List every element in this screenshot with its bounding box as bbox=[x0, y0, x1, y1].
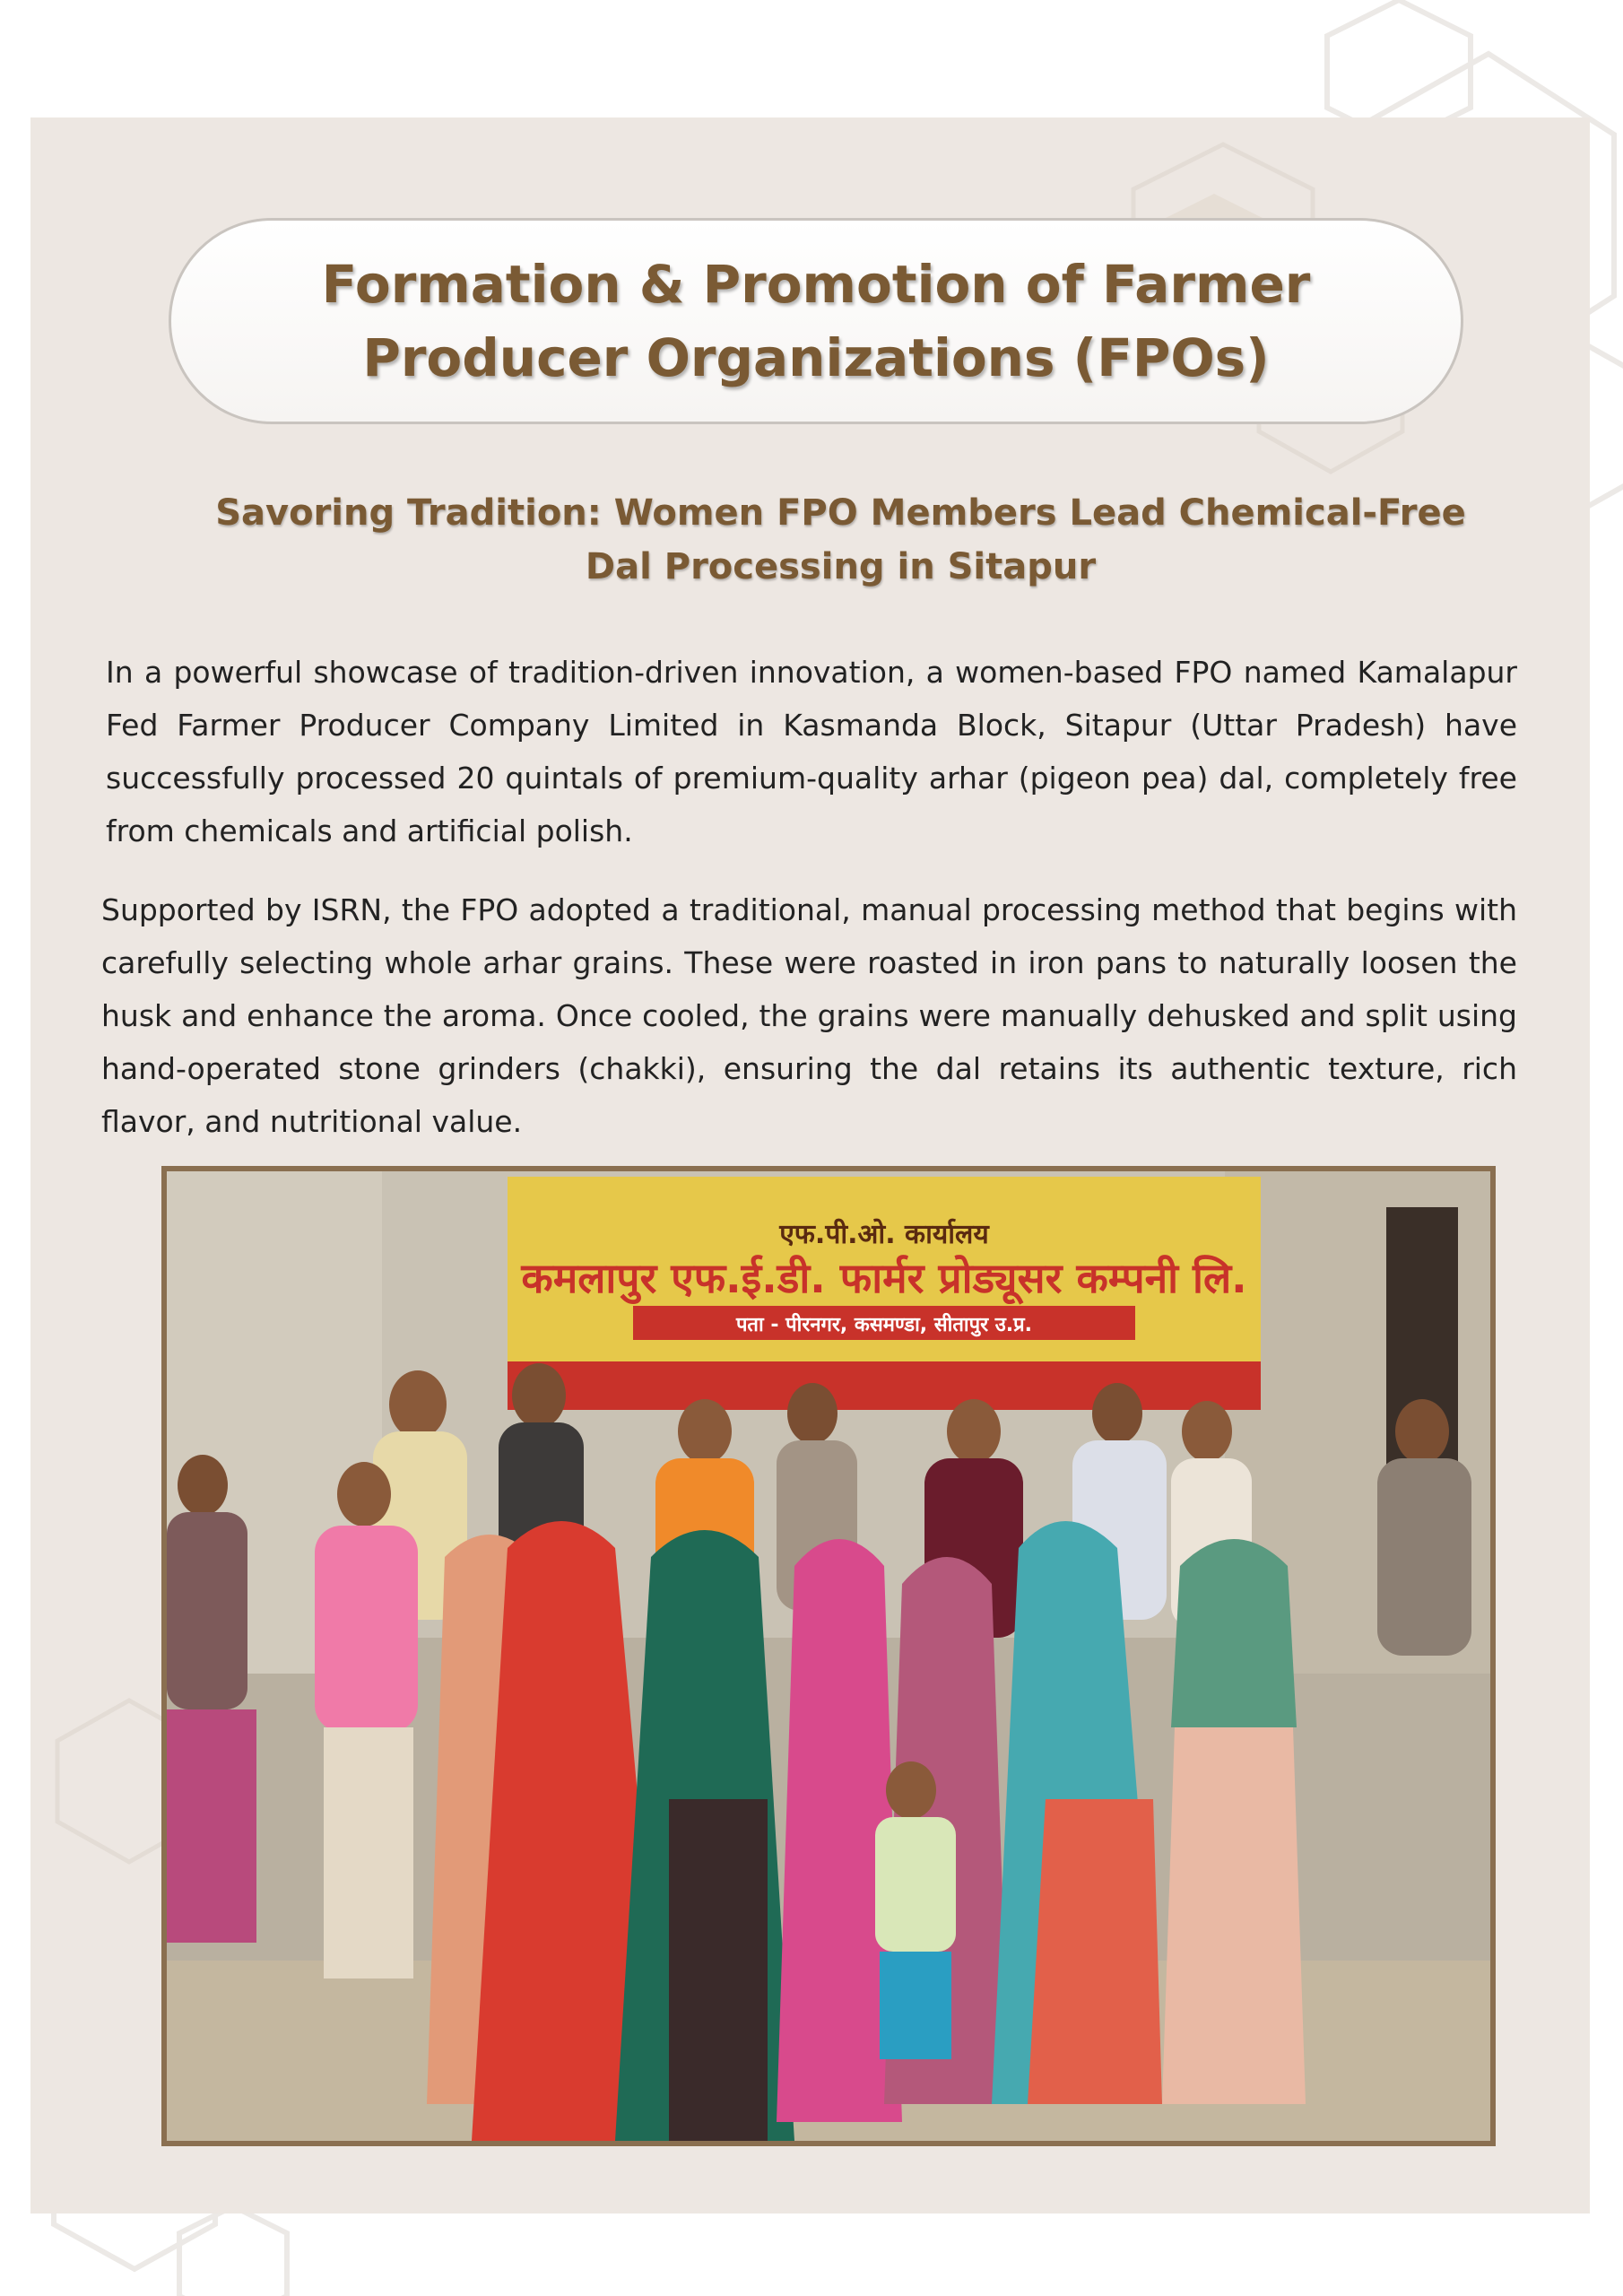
group-photo-illustration bbox=[167, 1171, 1490, 2141]
article-subtitle: Savoring Tradition: Women FPO Members Lead Chemical-Free Dal Processing in Sitapur bbox=[215, 492, 1466, 587]
fpo-office-banner bbox=[508, 1177, 1261, 1410]
banner-line-2: कमलापुर एफ.ई.डी. फार्मर प्रोड्यूसर कम्पनी लि. bbox=[521, 1254, 1247, 1302]
banner-line-3: पता - पीरनगर, कसमण्डा, सीतापुर उ.प्र. bbox=[735, 1314, 1033, 1336]
page-title: Formation & Promotion of Farmer Producer Organizations (FPOs) bbox=[321, 254, 1311, 388]
paragraph-intro: In a powerful showcase of tradition-driven innovation, a women-based FPO named Kamalapur Fed Farmer Producer Company Limited in Kasmanda Block, Sitapur (Uttar Pradesh) have successfully processed 20 quintals of premium-quality arhar (pigeon pea) dal, completely free from chemicals and artificial polish. bbox=[106, 655, 1517, 848]
banner-line-1: एफ.पी.ओ. कार्यालय bbox=[779, 1219, 989, 1250]
title-banner bbox=[169, 218, 1463, 424]
group-photo bbox=[161, 1166, 1496, 2146]
paragraph-process: Supported by ISRN, the FPO adopted a traditional, manual processing method that begins with carefully selecting whole arhar grains. These were roasted in iron pans to naturally loosen the husk and enhance the aroma. Once cooled, the grains were manually dehusked and split using hand-operated stone grinders (chakki), ensuring the dal retains its authentic texture, rich flavor, and nutritional value. bbox=[101, 892, 1517, 1139]
